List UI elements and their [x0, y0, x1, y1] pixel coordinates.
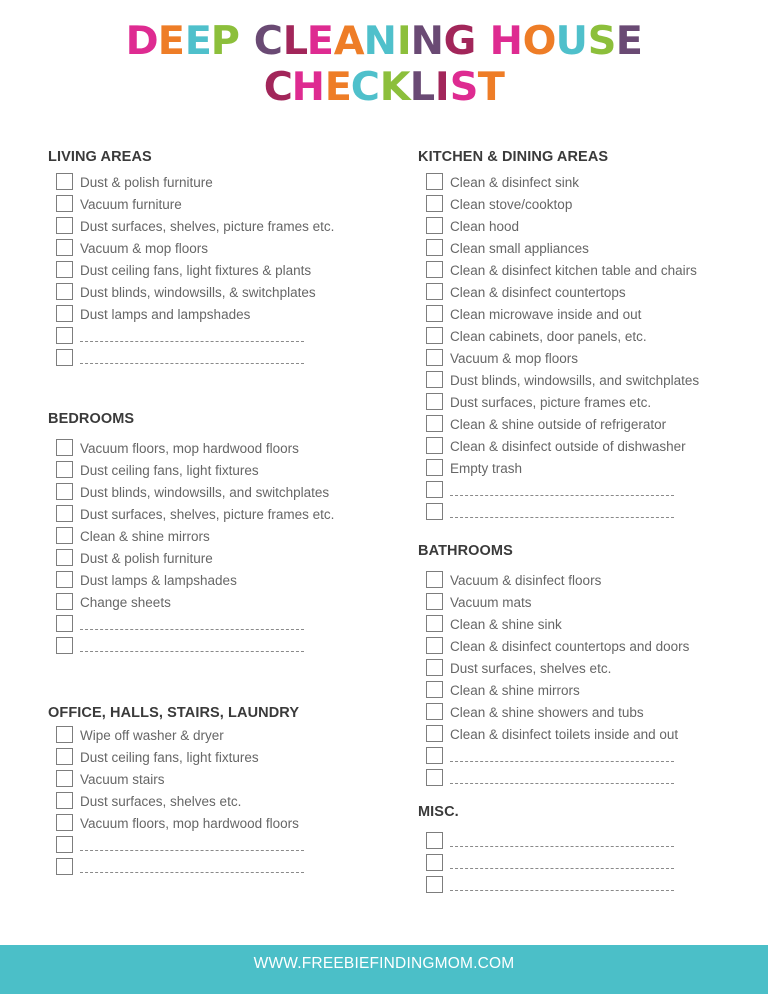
title-letter: C [253, 19, 283, 64]
checkbox[interactable] [56, 261, 73, 278]
checklist-item [418, 746, 689, 768]
checklist-item-label: Dust blinds, windowsills, & switchplates [80, 285, 316, 300]
title-letter: I [396, 19, 412, 64]
checkbox[interactable] [56, 637, 73, 654]
checklist-item-label: Clean & disinfect countertops and doors [450, 639, 690, 654]
checklist-item-label: Clean & shine showers and tubs [450, 705, 644, 720]
checklist-item [418, 724, 689, 746]
checklist [48, 438, 334, 658]
checkbox[interactable] [56, 283, 73, 300]
checklist-item [48, 570, 334, 592]
section-title: MISC. [418, 804, 459, 820]
checklist-item-label: Change sheets [80, 595, 171, 610]
title-letter [476, 22, 490, 61]
checklist-item-label: Dust surfaces, picture frames etc. [450, 395, 652, 410]
checklist-item-label: Clean & shine outside of refrigerator [450, 417, 667, 432]
checkbox[interactable] [56, 571, 73, 588]
checkbox[interactable] [426, 854, 443, 871]
checkbox[interactable] [426, 615, 443, 632]
title-letter: E [324, 65, 352, 110]
checkbox[interactable] [56, 439, 73, 456]
checklist-item [48, 460, 334, 482]
title-letter: O [522, 19, 557, 64]
checkbox[interactable] [56, 593, 73, 610]
blank-write-in-line[interactable] [80, 839, 304, 851]
checkbox[interactable] [426, 371, 443, 388]
checkbox[interactable] [426, 459, 443, 476]
checkbox[interactable] [56, 483, 73, 500]
checklist-item [48, 238, 334, 260]
title-letter: H [291, 65, 326, 110]
checklist [48, 172, 334, 370]
checklist-item [48, 636, 334, 658]
checklist-item-label: Dust surfaces, shelves etc. [80, 794, 242, 809]
checklist-item [418, 216, 699, 238]
blank-write-in-line[interactable] [80, 640, 304, 652]
blank-write-in-line[interactable] [80, 352, 304, 364]
checkbox[interactable] [56, 195, 73, 212]
checklist-item-label: Clean microwave inside and out [450, 307, 642, 322]
page-title-line-1 [0, 19, 768, 64]
checklist-item-label: Clean & disinfect kitchen table and chairs [450, 263, 697, 278]
checklist-item-label: Vacuum mats [450, 595, 532, 610]
footer-banner [0, 945, 768, 994]
checkbox[interactable] [426, 305, 443, 322]
title-letter: E [615, 19, 643, 64]
checklist-item [48, 526, 334, 548]
checklist-item [418, 414, 699, 436]
checkbox[interactable] [56, 549, 73, 566]
checkbox[interactable] [426, 637, 443, 654]
checklist-item [418, 592, 689, 614]
checklist-item [418, 831, 674, 853]
title-letter: D [125, 19, 159, 64]
checklist-item-label: Dust surfaces, shelves, picture frames etc. [80, 507, 335, 522]
blank-write-in-line[interactable] [450, 879, 674, 891]
checklist-item-label: Dust ceiling fans, light fixtures [80, 750, 259, 765]
checklist-item-label: Vacuum furniture [80, 197, 182, 212]
checklist-item [418, 702, 689, 724]
checklist-item [418, 172, 699, 194]
checkbox[interactable] [56, 173, 73, 190]
checklist-item [418, 480, 699, 502]
title-letter: U [555, 19, 588, 64]
checkbox[interactable] [426, 769, 443, 786]
checkbox[interactable] [426, 261, 443, 278]
checklist-item-label: Dust ceiling fans, light fixtures & plants [80, 263, 312, 278]
title-letter: A [333, 19, 365, 64]
checkbox[interactable] [426, 681, 443, 698]
checklist-item-label: Vacuum & mop floors [450, 351, 579, 366]
title-letter: L [410, 65, 436, 110]
checkbox[interactable] [426, 571, 443, 588]
checklist-item [48, 769, 304, 791]
checklist-item [418, 680, 689, 702]
blank-write-in-line[interactable] [450, 506, 674, 518]
checklist [48, 725, 304, 879]
checkbox[interactable] [426, 239, 443, 256]
checkbox[interactable] [426, 283, 443, 300]
checklist-item-label: Clean & shine mirrors [450, 683, 580, 698]
checklist-item [418, 658, 689, 680]
checklist-item [48, 260, 334, 282]
blank-write-in-line[interactable] [450, 772, 674, 784]
title-letter: G [443, 19, 477, 64]
section-office-halls-stairs-laundry [48, 702, 304, 879]
checkbox[interactable] [426, 503, 443, 520]
section-title: KITCHEN & DINING AREAS [418, 149, 609, 165]
checklist-item-label: Dust ceiling fans, light fixtures [80, 463, 259, 478]
checkbox[interactable] [426, 327, 443, 344]
checklist-item [48, 725, 304, 747]
checklist-item [48, 614, 334, 636]
checklist-item-label: Vacuum stairs [80, 772, 165, 787]
checkbox[interactable] [56, 527, 73, 544]
checkbox[interactable] [426, 481, 443, 498]
checklist-item [48, 813, 304, 835]
title-letter: I [435, 65, 450, 110]
checklist-item-label: Vacuum & disinfect floors [450, 573, 602, 588]
checklist-item [48, 548, 334, 570]
checkbox[interactable] [56, 217, 73, 234]
page-title-line-2 [0, 65, 768, 110]
section-title: LIVING AREAS [48, 149, 152, 165]
checklist-item [48, 592, 334, 614]
checklist-item [48, 172, 334, 194]
checkbox[interactable] [426, 725, 443, 742]
checkbox[interactable] [426, 437, 443, 454]
section-title: BEDROOMS [48, 411, 135, 427]
checklist [418, 570, 689, 790]
checkbox[interactable] [56, 305, 73, 322]
checklist-item [418, 436, 699, 458]
checklist-item [418, 348, 699, 370]
section-kitchen-dining-areas [418, 146, 699, 524]
checklist-item [48, 747, 304, 769]
checklist-item-label: Clean & disinfect countertops [450, 285, 626, 300]
checklist-item [48, 216, 334, 238]
checklist-item [418, 392, 699, 414]
checkbox[interactable] [56, 858, 73, 875]
checklist-item [418, 326, 699, 348]
checkbox[interactable] [426, 703, 443, 720]
checklist-item [418, 370, 699, 392]
checklist-item [418, 260, 699, 282]
checkbox[interactable] [426, 832, 443, 849]
checklist-item [418, 238, 699, 260]
blank-write-in-line[interactable] [450, 750, 674, 762]
checklist-item [48, 282, 334, 304]
checklist-item-label: Dust blinds, windowsills, and switchplates [450, 373, 700, 388]
checklist-item [48, 194, 334, 216]
checkbox[interactable] [56, 836, 73, 853]
title-letter: E [184, 19, 212, 64]
checkbox[interactable] [426, 195, 443, 212]
checklist-item-label: Clean & disinfect outside of dishwasher [450, 439, 686, 454]
checkbox[interactable] [56, 726, 73, 743]
checkbox[interactable] [426, 659, 443, 676]
checklist-item-label: Clean small appliances [450, 241, 589, 256]
checklist-item [418, 458, 699, 480]
checklist-item-label: Vacuum floors, mop hardwood floors [80, 441, 299, 456]
blank-write-in-line[interactable] [80, 618, 304, 630]
title-letter: H [489, 19, 524, 64]
blank-write-in-line[interactable] [80, 861, 304, 873]
checklist-item [418, 636, 689, 658]
checklist-item [418, 282, 699, 304]
title-letter [240, 22, 254, 61]
checklist-item-label: Dust surfaces, shelves, picture frames etc. [80, 219, 335, 234]
checklist-item [48, 857, 304, 879]
title-letter: S [449, 65, 479, 110]
checkbox[interactable] [426, 217, 443, 234]
checkbox[interactable] [56, 615, 73, 632]
section-living-areas [48, 146, 334, 370]
checklist-item [48, 504, 334, 526]
checklist-item [418, 570, 689, 592]
checklist-item-label: Vacuum floors, mop hardwood floors [80, 816, 299, 831]
title-letter: C [351, 65, 381, 110]
checkbox[interactable] [56, 505, 73, 522]
checklist-item-label: Dust lamps & lampshades [80, 573, 237, 588]
section-misc [418, 801, 674, 897]
checkbox[interactable] [426, 393, 443, 410]
checklist [418, 172, 699, 524]
checklist-item-label: Dust lamps and lampshades [80, 307, 251, 322]
section-bathrooms [418, 540, 689, 790]
title-letter: L [282, 19, 308, 64]
title-letter: N [363, 19, 398, 64]
title-letter: K [379, 65, 411, 110]
checklist-item [48, 835, 304, 857]
checklist-item [418, 502, 699, 524]
title-letter: C [263, 65, 293, 110]
checkbox[interactable] [426, 747, 443, 764]
checklist-item [418, 768, 689, 790]
checklist-item-label: Clean & disinfect sink [450, 175, 580, 190]
checkbox[interactable] [426, 173, 443, 190]
checklist-item [48, 348, 334, 370]
section-title: BATHROOMS [418, 543, 513, 559]
checkbox[interactable] [56, 461, 73, 478]
checklist-item [418, 304, 699, 326]
title-letter: N [411, 19, 445, 64]
checklist-item [418, 853, 674, 875]
section-bedrooms [48, 408, 334, 658]
checkbox[interactable] [426, 349, 443, 366]
checklist-item-label: Dust & polish furniture [80, 551, 213, 566]
checkbox[interactable] [56, 327, 73, 344]
blank-write-in-line[interactable] [450, 484, 674, 496]
checklist-item [418, 614, 689, 636]
checklist-item [48, 482, 334, 504]
checklist-item-label: Empty trash [450, 461, 523, 476]
title-letter: E [157, 19, 185, 64]
checklist-item [48, 438, 334, 460]
checkbox[interactable] [56, 748, 73, 765]
footer-url-link[interactable]: WWW.FREEBIEFINDINGMOM.COM [253, 955, 515, 972]
checklist-item-label: Vacuum & mop floors [80, 241, 209, 256]
checklist-item [48, 326, 334, 348]
checklist-item [48, 791, 304, 813]
checkbox[interactable] [56, 814, 73, 831]
section-title: OFFICE, HALLS, STAIRS, LAUNDRY [48, 705, 300, 721]
checklist-item-label: Wipe off washer & dryer [80, 728, 224, 743]
title-letter: T [477, 65, 505, 110]
checkbox[interactable] [56, 770, 73, 787]
checkbox[interactable] [56, 239, 73, 256]
checkbox[interactable] [426, 593, 443, 610]
checklist-item-label: Clean stove/cooktop [450, 197, 573, 212]
blank-write-in-line[interactable] [80, 330, 304, 342]
checklist [418, 831, 674, 897]
checkbox[interactable] [56, 349, 73, 366]
checklist-item-label: Clean hood [450, 219, 520, 234]
blank-write-in-line[interactable] [450, 835, 674, 847]
title-letter: S [587, 19, 616, 64]
checklist-item-label: Dust & polish furniture [80, 175, 213, 190]
title-letter: E [307, 19, 335, 64]
blank-write-in-line[interactable] [450, 857, 674, 869]
checklist-item [418, 875, 674, 897]
checklist-item-label: Clean & disinfect toilets inside and out [450, 727, 679, 742]
checkbox[interactable] [56, 792, 73, 809]
checklist-item-label: Clean & shine sink [450, 617, 562, 632]
title-letter: P [211, 19, 241, 64]
checklist-item-label: Clean cabinets, door panels, etc. [450, 329, 647, 344]
checklist-item [48, 304, 334, 326]
checklist-item-label: Clean & shine mirrors [80, 529, 210, 544]
checkbox[interactable] [426, 876, 443, 893]
checkbox[interactable] [426, 415, 443, 432]
checklist-item-label: Dust surfaces, shelves etc. [450, 661, 612, 676]
checklist-item-label: Dust blinds, windowsills, and switchplates [80, 485, 330, 500]
checklist-item [418, 194, 699, 216]
